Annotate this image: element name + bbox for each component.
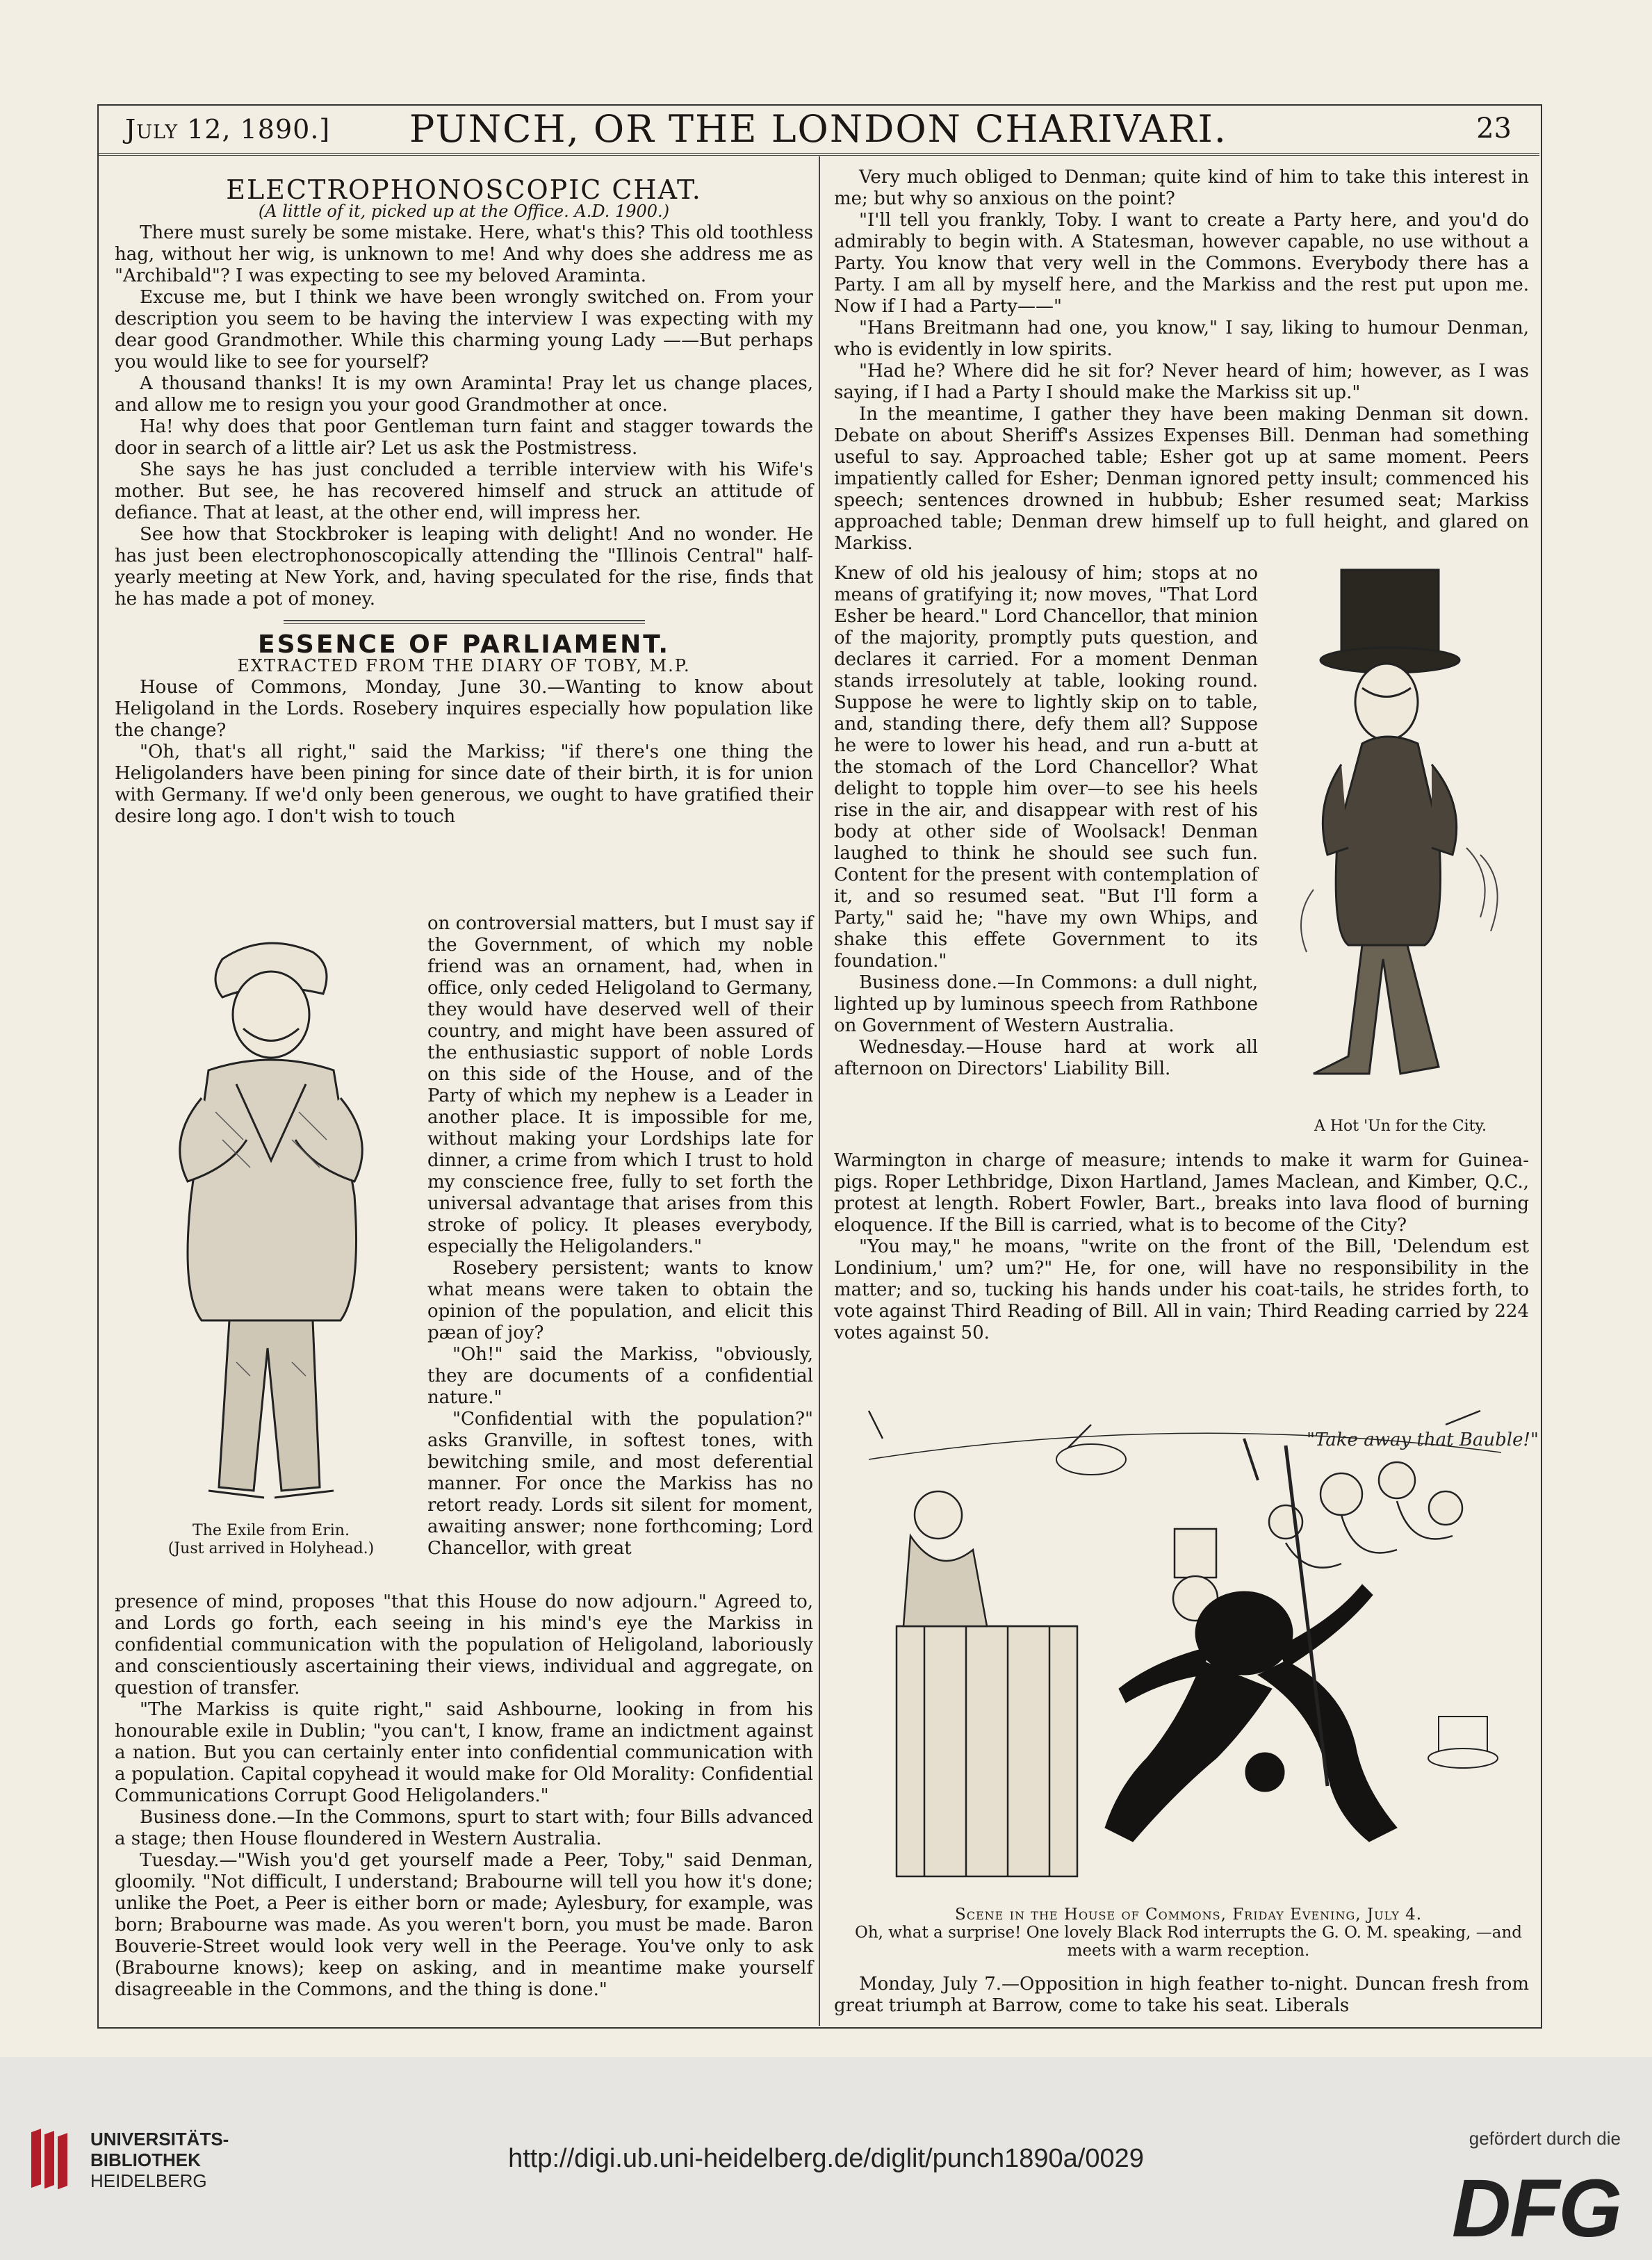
page-header	[97, 104, 1539, 156]
toby-paragraph: Monday, July 7.—Opposition in high feather to-night. Duncan fresh from great triumph at Barrow, come to take his seat. Liberals	[834, 1974, 1529, 2016]
left-column-wrap	[427, 913, 813, 1559]
toby-paragraph: "You may," he moans, "write on the front of the Bill, 'Delendum est Londinium,' um? um?" He, for one, will have no responsibility in the matter; and so, tucking his hands under his coat-tails, he strides forth, to vote against Third Reading of Bill. All in vain; Third Reading carried by 224 votes against 50.	[834, 1236, 1529, 1343]
essence-paragraph: Business done.—In the Commons, spurt to start with; four Bills advanced a stage; then House floundered in Western Australia.	[115, 1807, 813, 1849]
dfg-logo: DFG	[1451, 2163, 1621, 2254]
masthead-title: PUNCH, OR THE LONDON CHARIVARI.	[409, 107, 1227, 151]
essence-paragraph: "Oh!" said the Markiss, "obviously, they are documents of a confidential nature."	[427, 1344, 813, 1408]
funding-label: gefördert durch die	[1469, 2128, 1621, 2149]
essence-paragraph: on controversial matters, but I must say if the Government, of which my noble friend was an ornament, had, when in office, only ceded Heligoland to Germany, they would have deserved well of their country, and might have been assured of the enthusiastic support of noble Lords on this side of the House, and of the Party of which my nephew is a Leader in another place. It is impossible for me, without making your Lordships late for dinner, a crime from which I trust to hold my conscience free, fully to set forth the universal advantage that arises from this stroke of policy. It pleases everybody, especially the Heligolanders."	[427, 913, 813, 1257]
scene-caption	[844, 1906, 1532, 1960]
library-line1: UNIVERSITÄTS-	[90, 2129, 229, 2150]
toby-paragraph: "Had he? Where did he sit for? Never heard of him; however, as I was saying, if I had a Party I should make the Markiss sit up."	[834, 361, 1529, 403]
toby-paragraph: "Hans Breitmann had one, you know," I say, liking to humour Denman, who is evidently in low spirits.	[834, 318, 1529, 360]
right-column-wrap	[834, 563, 1258, 1080]
toby-paragraph: In the meantime, I gather they have been making Denman sit down. Debate on about Sheriff's Assizes Expenses Bill. Denman had something useful to say. Approached table; Esher got up at same moment. Peers impatiently called for Esher; Denman ignored petty insult; commenced his speech; sentences drowned in hubbub; Esher resumed seat; Markiss approached table; Denman drew himself up to full height, and glared on Markiss.	[834, 404, 1529, 554]
cartoon-speech: "Take away that Bauble!"	[1307, 1430, 1539, 1450]
essence-paragraph: Rosebery persistent; wants to know what means were taken to obtain the opinion of the population, and elicit this pæan of joy?	[427, 1258, 813, 1343]
right-column-bottom	[834, 1974, 1529, 2017]
scene-caption-title: Scene in the House of Commons, Friday Evening, July 4.	[954, 1906, 1423, 1924]
essence-paragraph: "Confidential with the population?" asks Granville, in softest tones, with bewitching smile, and most deferential manner. For once the Markiss has no retort ready. Lords sit silent for moment, awaiting answer; none forthcoming; Lord Chancellor, with great	[427, 1409, 813, 1559]
chat-paragraph: Ha! why does that poor Gentleman turn faint and stagger towards the door in search of a little air? Let us ask the Postmistress.	[115, 416, 813, 459]
left-column-bottom	[115, 1591, 813, 2001]
toby-paragraph: Very much obliged to Denman; quite kind of him to take this interest in me; but why so anxious on the point?	[834, 167, 1529, 209]
essence-paragraph: House of Commons, Monday, June 30.—Wanting to know about Heligoland in the Lords. Rosebery inquires especially how population like the change?	[115, 677, 813, 741]
hot-un-caption: A Hot 'Un for the City.	[1314, 1117, 1487, 1135]
chat-paragraph: A thousand thanks! It is my own Araminta! Pray let us change places, and allow me to resign you your good Grandmother at once.	[115, 373, 813, 416]
essence-paragraph: Tuesday.—"Wish you'd get yourself made a Peer, Toby," said Denman, gloomily. "Not difficult, I understand; Brabourne will tell you how it's done; unlike the Poet, a Peer is either born or made; Aylesbury, for example, was born; Brabourne was made. As you weren't born, you must be made. Baron Bouverie-Street would look very well in the Peerage. You've only to ask (Brabourne knows); keep on asking, and in meantime make yourself disagreeable in the Commons, and the thing is done."	[115, 1850, 813, 2000]
library-line2: BIBLIOTHEK	[90, 2150, 201, 2170]
toby-paragraph: Warmington in charge of measure; intends to make it warm for Guinea-pigs. Roper Lethbridge, Dixon Hartland, James Maclean, and Kimber, Q.C., protest at length. Robert Fowler, Bart., breaks into lava flood of burning eloquence. If the Bill is carried, what is to become of the City?	[834, 1150, 1529, 1236]
right-column-top	[834, 167, 1529, 555]
library-line3: HEIDELBERG	[90, 2170, 207, 2191]
chat-paragraph: There must surely be some mistake. Here, what's this? This old toothless hag, without her wig, is unknown to me! And why does she address me as "Archibald"? I was expecting to see my beloved Araminta.	[115, 222, 813, 286]
column-divider	[819, 156, 820, 2026]
left-column-top	[115, 174, 813, 828]
essence-title: ESSENCE OF PARLIAMENT.	[258, 630, 670, 659]
exile-illustration	[125, 931, 417, 1522]
page-number: 23	[1476, 113, 1512, 145]
permalink-url[interactable]: http://digi.ub.uni-heidelberg.de/diglit/punch1890a/0029	[508, 2144, 1144, 2173]
chat-title: ELECTROPHONOSCOPIC CHAT.	[226, 174, 702, 205]
exile-caption	[125, 1522, 417, 1558]
toby-paragraph: Wednesday.—House hard at work all afternoon on Directors' Liability Bill.	[834, 1037, 1258, 1079]
toby-paragraph: Business done.—In Commons: a dull night, lighted up by luminous speech from Rathbone on Government of Western Australia.	[834, 972, 1258, 1036]
chat-paragraph: See how that Stockbroker is leaping with delight! And no wonder. He has just been electrophonoscopically attending the "Illinois Central" half-yearly meeting at New York, and, having speculated for the rise, finds that he has made a pot of money.	[115, 524, 813, 609]
toby-paragraph: "I'll tell you frankly, Toby. I want to create a Party here, and you'd do admirably to begin with. A Statesman, however capable, no use without a Party. You know that very well in the Commons. Everybody there has a Party. I am all by myself here, and the Markiss and the rest put upon me. Now if I had a Party——"	[834, 210, 1529, 317]
chat-paragraph: She says he has just concluded a terrible interview with his Wife's mother. But see, he has recovered himself and struck an attitude of defiance. That at least, at the other end, will impress her.	[115, 459, 813, 523]
section-divider	[284, 620, 645, 624]
essence-paragraph: "The Markiss is quite right," said Ashbourne, looking in from his honourable exile in Dublin; "you can't, I know, frame an indictment against a nation. But you can certainly enter into confidential communication with a population. Capital copyhead it would make for Old Morality: Confidential Communications Corrupt Good Heligolanders."	[115, 1699, 813, 1806]
exile-caption-line1: The Exile from Erin.	[193, 1522, 350, 1539]
right-column-mid	[834, 1150, 1529, 1344]
issue-date: July 12, 1890.]	[125, 114, 331, 145]
essence-paragraph: "Oh, that's all right," said the Markiss; "if there's one thing the Heligolanders have been pining for since date of their birth, it is for union with Germany. If we'd only been generous, we ought to have gratified their desire long ago. I don't wish to touch	[115, 742, 813, 827]
hot-un-illustration	[1272, 556, 1529, 1112]
toby-paragraph: Knew of old his jealousy of him; stops at no means of gratifying it; now moves, "That Lord Esher be heard." Lord Chancellor, that minion of the majority, promptly puts question, and declares it carried. For a moment Denman stands irresolutely at table, looking round. Suppose he were to lightly skip on to table, and, standing there, defy them all? Suppose he were to lower his head, and run a-butt at the stomach of the Lord Chancellor? What delight to topple him over—to see his heels rise in the air, and disappear with rest of his body at other side of Woolsack! Denman laughed to think he should see such fun. Content for the present with contemplation of it, and so resumed seat. "But I'll form a Party," said he; "have my own Whips, and shake this effete Government to its foundation."	[834, 563, 1258, 972]
chat-paragraph: Excuse me, but I think we have been wrongly switched on. From your description you seem to be having the interview I was expecting with my dear good Grandmother. While this charming young Lady ——But perhaps you would like to see for yourself?	[115, 287, 813, 372]
exile-caption-line2: (Just arrived in Holyhead.)	[167, 1540, 375, 1557]
essence-paragraph: presence of mind, proposes "that this House do now adjourn." Agreed to, and Lords go forth, each seeing in his mind's eye the Markiss in confidential communication with the population of Heligoland, laboriously and conscientiously ascertaining their views, individual and aggregate, on question of transfer.	[115, 1591, 813, 1698]
essence-subtitle: EXTRACTED FROM THE DIARY OF TOBY, M.P.	[237, 656, 691, 675]
black-rod-cartoon	[855, 1397, 1539, 1897]
scene-caption-text: Oh, what a surprise! One lovely Black Rod interrupts the G. O. M. speaking, —and meets with a warm reception.	[854, 1924, 1522, 1960]
chat-subtitle: (A little of it, picked up at the Office. A.D. 1900.)	[258, 202, 670, 221]
